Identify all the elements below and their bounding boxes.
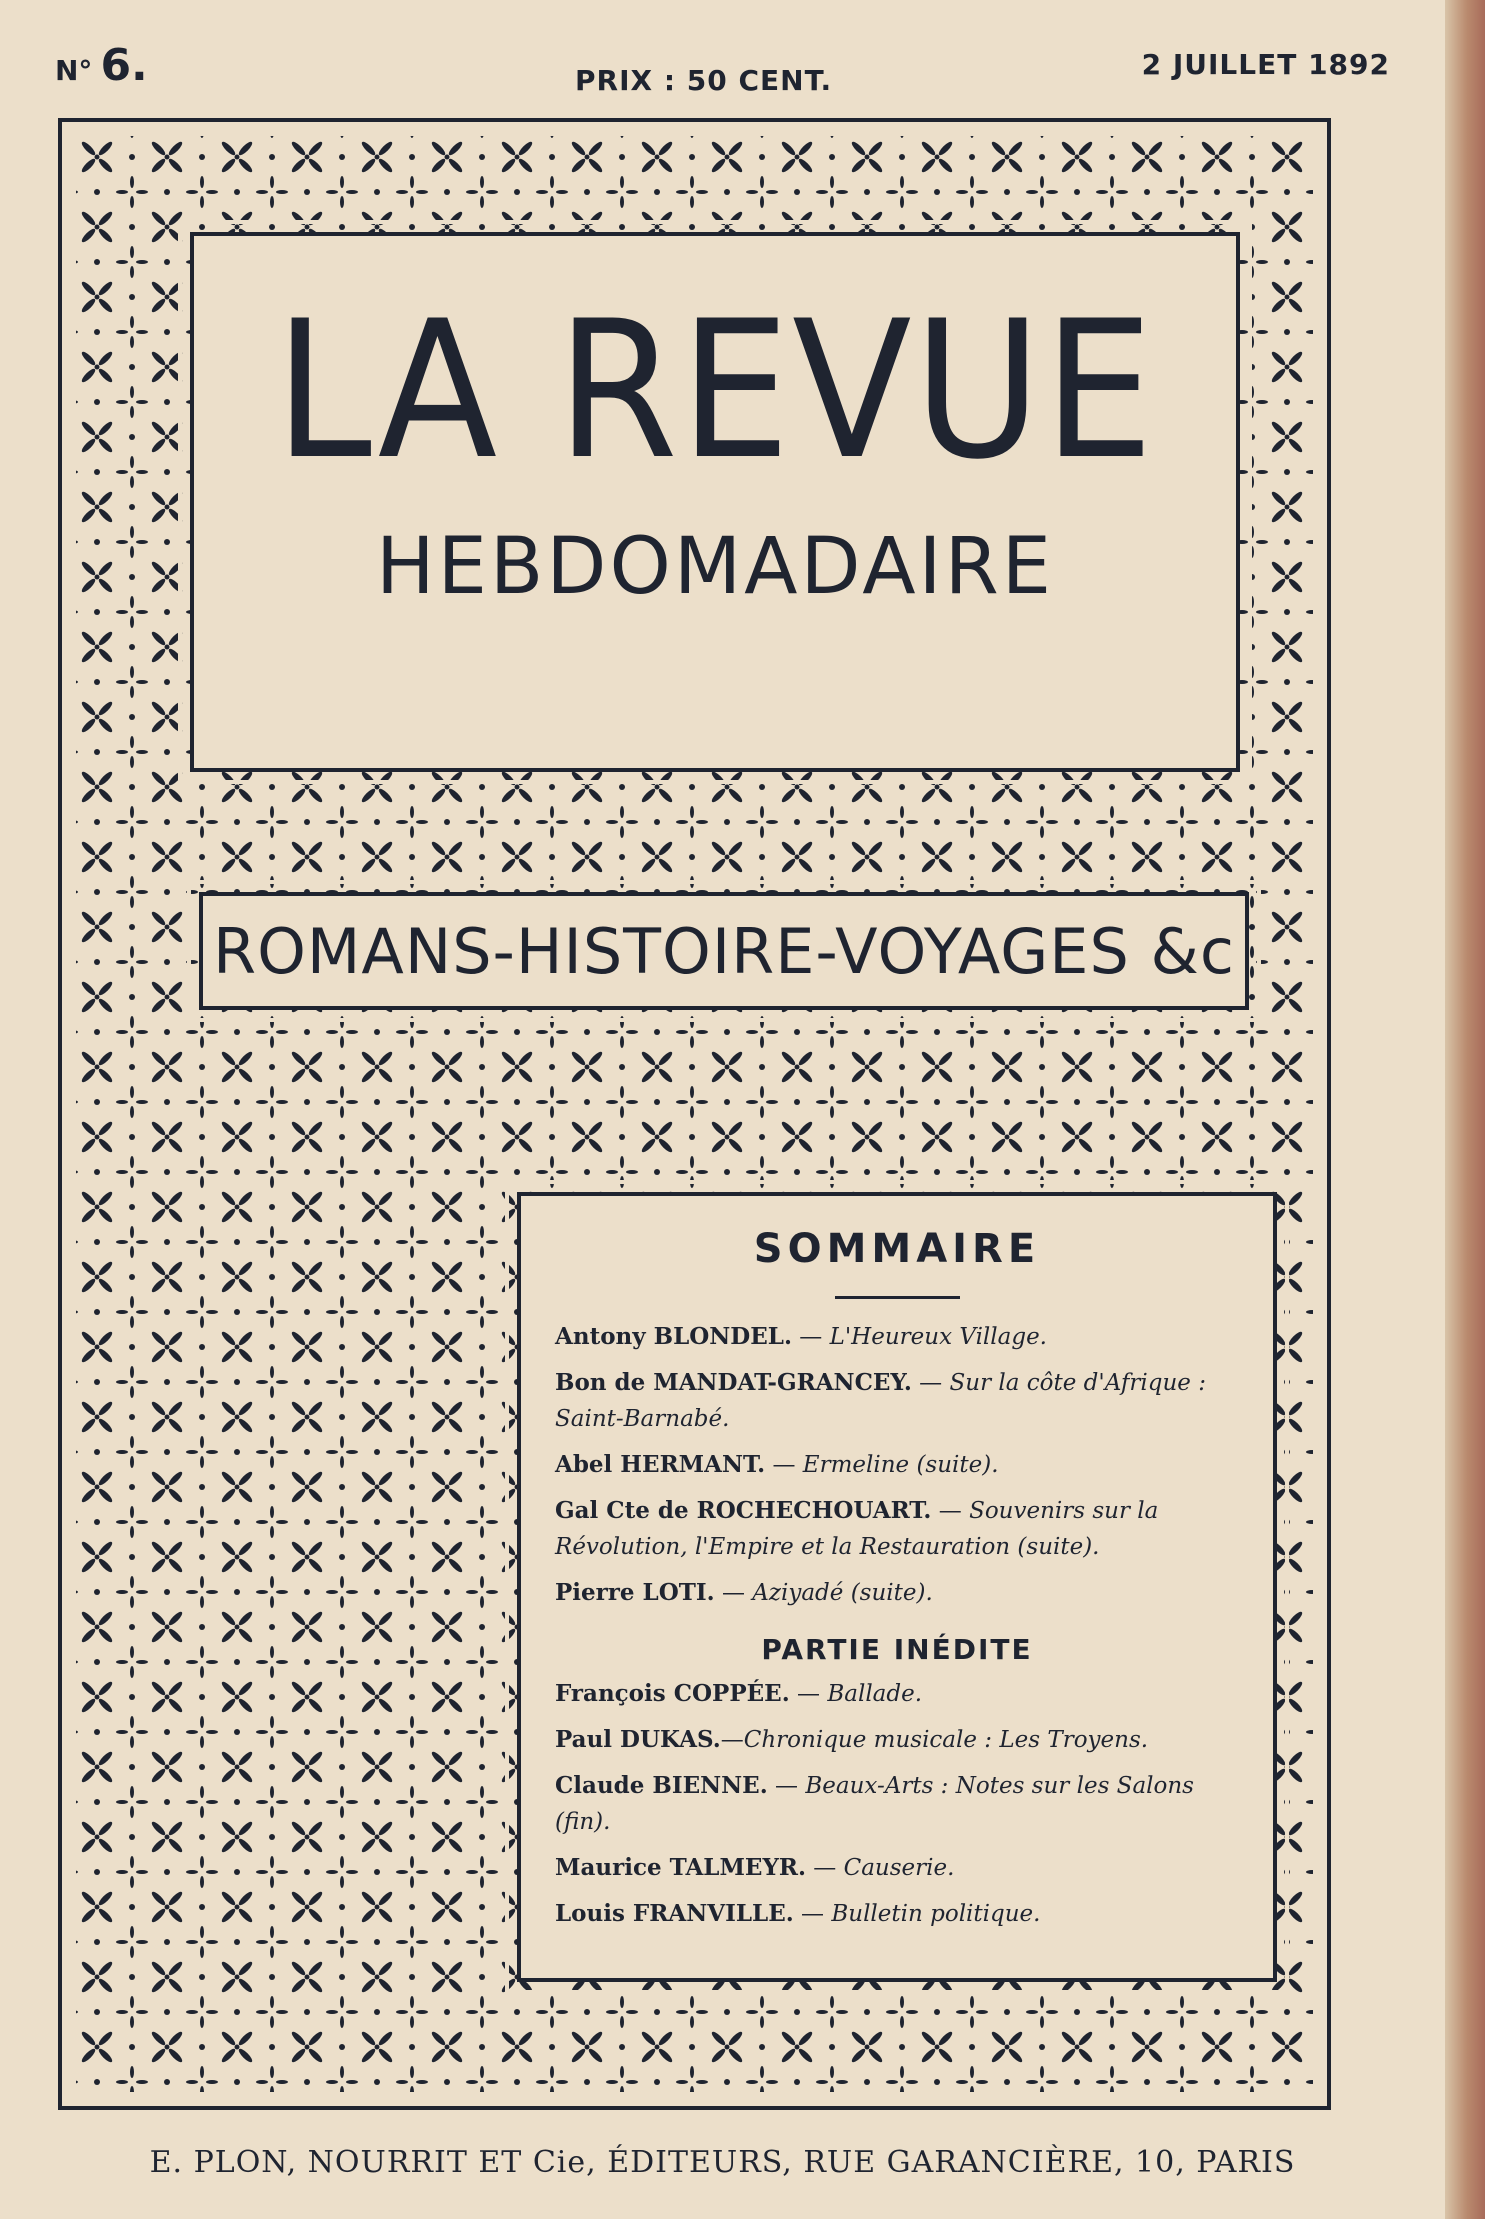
issue-number (55, 40, 148, 91)
issue-prefix: N° (55, 54, 93, 87)
contents-entry: Antony BLONDEL. — L'Heureux Village. (555, 1323, 1047, 1350)
contents-entry: Maurice TALMEYR. — Causerie. (555, 1854, 955, 1881)
publisher-line: E. PLON, NOURRIT ET Cie, ÉDITEURS, RUE GARANCIÈRE, 10, PARIS (149, 2145, 1296, 2180)
tagline-box (199, 892, 1249, 1010)
issue-date: 2 JUILLET 1892 (1141, 48, 1390, 81)
contents-entry: Pierre LOTI. — Aziyadé (suite). (555, 1579, 933, 1606)
contents-heading: SOMMAIRE (753, 1226, 1041, 1272)
magazine-title: LA REVUE (274, 280, 1156, 501)
price: PRIX : 50 CENT. (575, 64, 833, 97)
heading-rule (835, 1296, 960, 1299)
contents-entry: Abel HERMANT. — Ermeline (suite). (555, 1451, 999, 1478)
tagline: ROMANS-HISTOIRE-VOYAGES &c (213, 914, 1235, 988)
contents-entry: Claude BIENNE. — Beaux-Arts : Notes sur les Salons (fin). (555, 1772, 1194, 1835)
binding-spine (1445, 0, 1485, 2219)
ornamental-frame (58, 118, 1331, 2110)
issue-value: 6. (100, 40, 148, 91)
contents-entry: Gal Cte de ROCHECHOUART. — Souvenirs sur la Révolution, l'Empire et la Restauration (suite). (555, 1497, 1159, 1560)
contents-entry: François COPPÉE. — Ballade. (555, 1680, 923, 1707)
contents-entry: Bon de MANDAT-GRANCEY. — Sur la côte d'Afrique : Saint-Barnabé. (555, 1369, 1206, 1432)
section-heading: PARTIE INÉDITE (761, 1633, 1033, 1666)
contents-entry: Paul DUKAS.—Chronique musicale : Les Troyens. (555, 1726, 1149, 1753)
title-box (190, 232, 1240, 772)
table-of-contents (517, 1192, 1277, 1982)
magazine-subtitle: HEBDOMADAIRE (375, 522, 1055, 612)
cover-header (55, 40, 1390, 100)
contents-entry: Louis FRANVILLE. — Bulletin politique. (555, 1900, 1041, 1927)
